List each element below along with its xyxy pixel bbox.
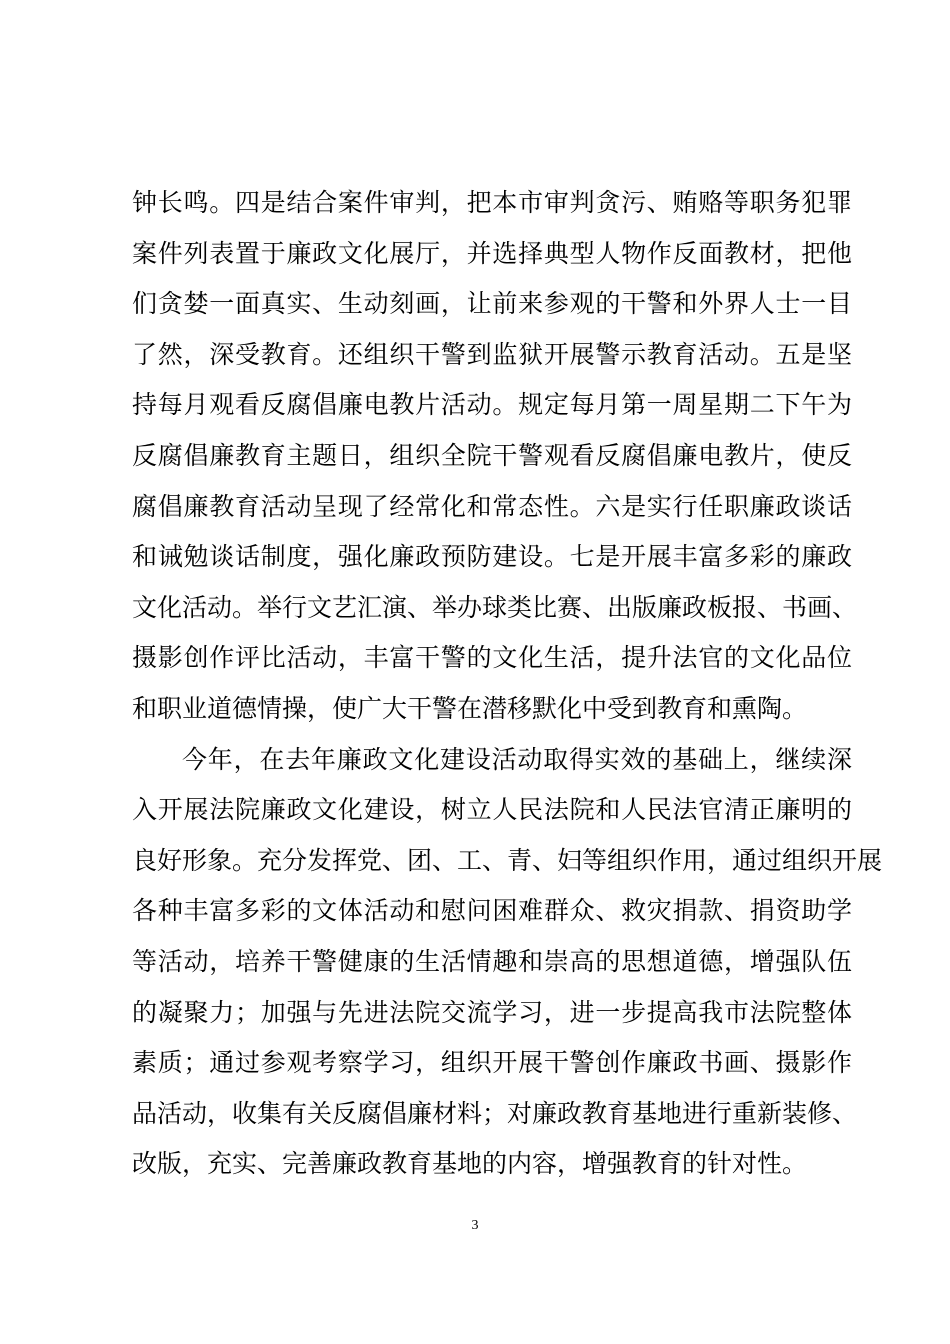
paragraph-2-line-3: 良好形象。充分发挥党、团、工、青、妇等组织作用，通过组织开展 [132, 845, 883, 875]
paragraph-2-line-9: 改版，充实、完善廉政教育基地的内容，增强教育的针对性。 [132, 1149, 808, 1179]
body-text [132, 178, 883, 1190]
paragraph-1-line-9: 文化活动。举行文艺汇演、举办球类比赛、出版廉政板报、书画、 [132, 592, 858, 622]
paragraph-1-line-5: 持每月观看反腐倡廉电教片活动。规定每月第一周星期二下午为 [132, 390, 852, 420]
paragraph-1-line-4: 了然，深受教育。还组织干警到监狱开展警示教育活动。五是坚 [132, 339, 852, 369]
paragraph-1-line-6: 反腐倡廉教育主题日，组织全院干警观看反腐倡廉电教片，使反 [132, 440, 852, 470]
paragraph-2-line-5: 等活动，培养干警健康的生活情趣和崇高的思想道德，增强队伍 [132, 946, 852, 976]
paragraph-2-line-1: 今年，在去年廉政文化建设活动取得实效的基础上，继续深 [182, 744, 852, 774]
paragraph-1-line-10: 摄影创作评比活动，丰富干警的文化生活，提升法官的文化品位 [132, 643, 852, 673]
paragraph-2-line-8: 品活动，收集有关反腐倡廉材料；对廉政教育基地进行重新装修、 [132, 1098, 858, 1128]
paragraph-1-line-11: 和职业道德情操，使广大干警在潜移默化中受到教育和熏陶。 [132, 693, 808, 723]
paragraph-1-line-7: 腐倡廉教育活动呈现了经常化和常态性。六是实行任职廉政谈话 [132, 491, 852, 521]
paragraph-1-line-2: 案件列表置于廉政文化展厅，并选择典型人物作反面教材，把他 [132, 238, 852, 268]
page-number: 3 [471, 1218, 479, 1233]
paragraph-1-line-3: 们贪婪一面真实、生动刻画，让前来参观的干警和外界人士一目 [132, 289, 852, 319]
paragraph-2-line-7: 素质；通过参观考察学习，组织开展干警创作廉政书画、摄影作 [132, 1048, 852, 1078]
paragraph-1-line-8: 和诫勉谈话制度，强化廉政预防建设。七是开展丰富多彩的廉政 [132, 542, 852, 572]
paragraph-2-line-2: 入开展法院廉政文化建设，树立人民法院和人民法官清正廉明的 [132, 795, 852, 825]
paragraph-1-line-1: 钟长鸣。四是结合案件审判，把本市审判贪污、贿赂等职务犯罪 [132, 188, 852, 217]
paragraph-2-line-4: 各种丰富多彩的文体活动和慰问困难群众、救灾捐款、捐资助学 [132, 896, 852, 926]
paragraph-2-line-6: 的凝聚力；加强与先进法院交流学习，进一步提高我市法院整体 [132, 997, 852, 1027]
